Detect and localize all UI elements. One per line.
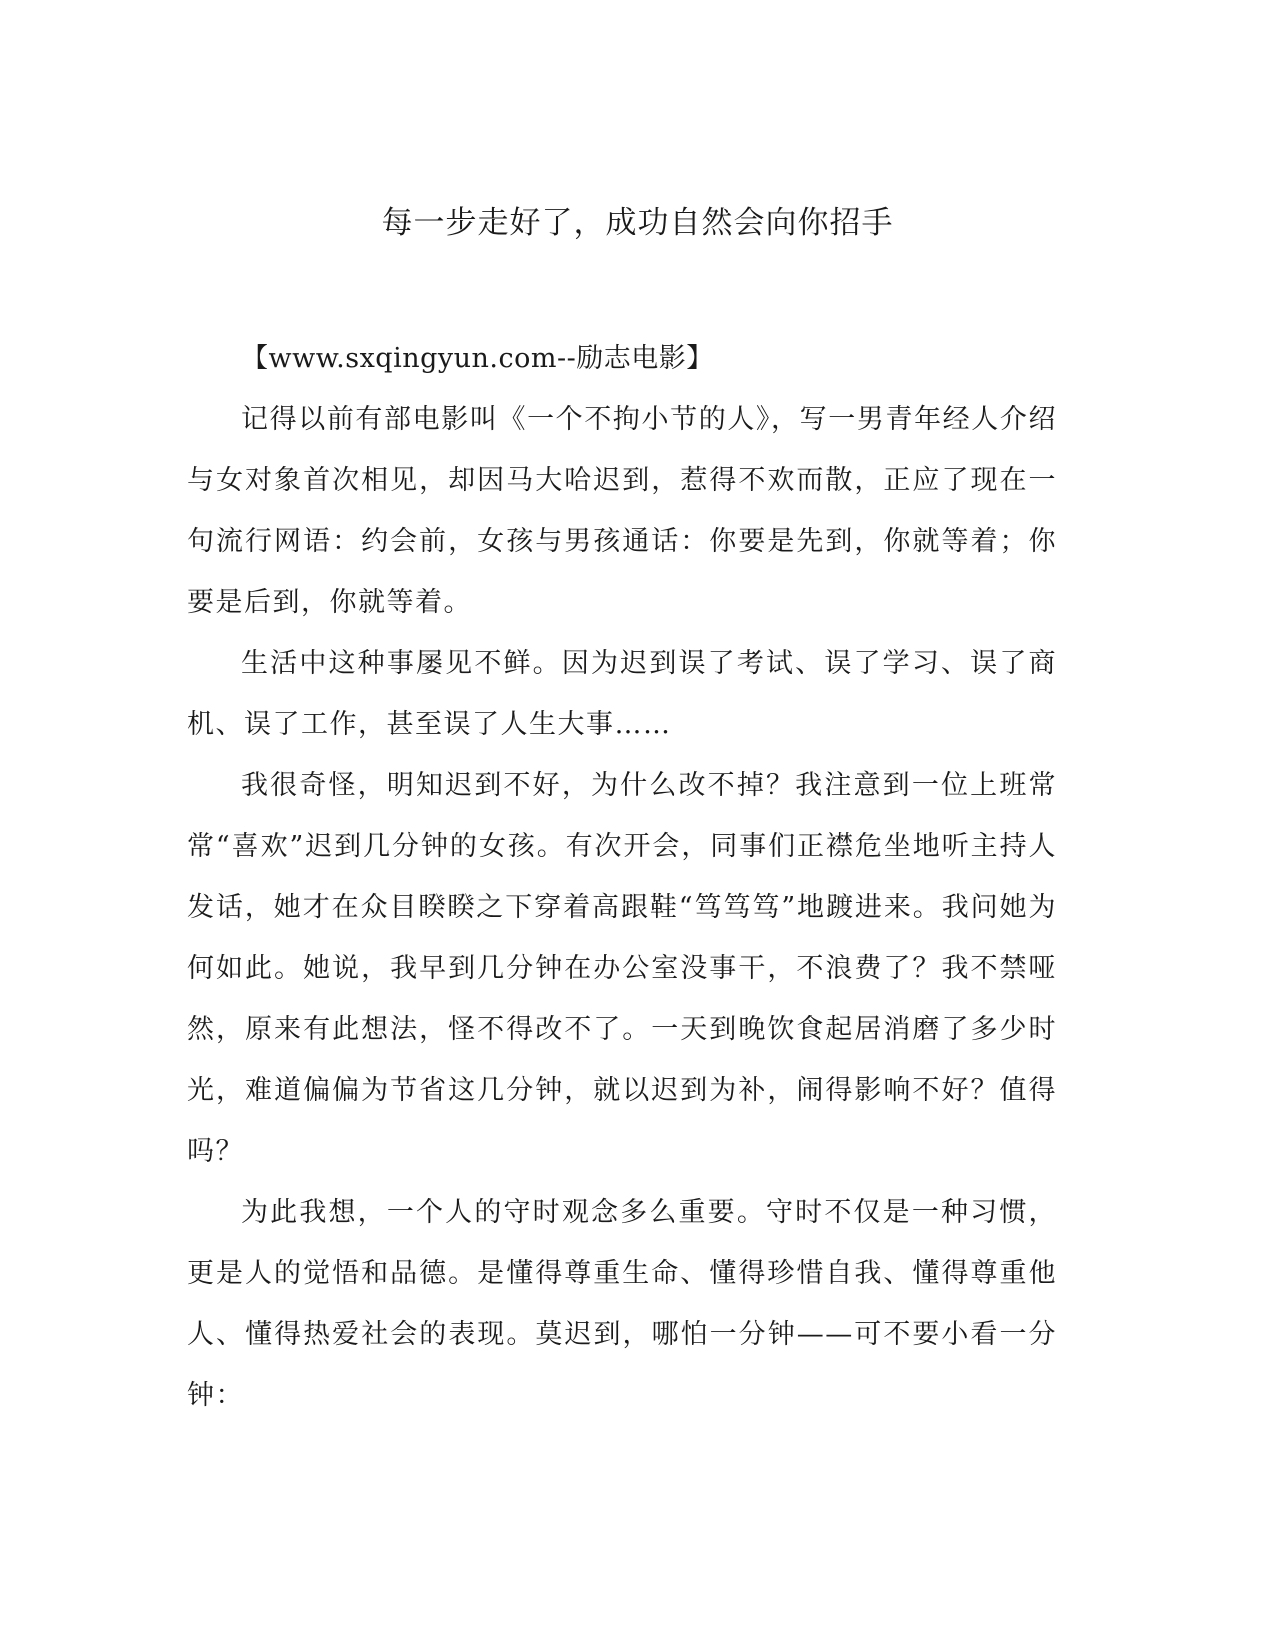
document-body xyxy=(187,328,1057,1426)
paragraph-3: 我很奇怪，明知迟到不好，为什么改不掉？我注意到一位上班常常“喜欢”迟到几分钟的女孩。有次开会，同事们正襟危坐地听主持人发话，她才在众目睽睽之下穿着高跟鞋“笃笃笃”地踱进来。我问她为何如此。她说，我早到几分钟在办公室没事干，不浪费了？我不禁哑然，原来有此想法，怪不得改不了。一天到晚饮食起居消磨了多少时光，难道偏偏为节省这几分钟，就以迟到为补，闹得影响不好？值得吗？ xyxy=(187,770,1057,1167)
paragraph-4: 为此我想，一个人的守时观念多么重要。守时不仅是一种习惯，更是人的觉悟和品德。是懂得尊重生命、懂得珍惜自我、懂得尊重他人、懂得热爱社会的表现。莫迟到，哪怕一分钟——可不要小看一分钟： xyxy=(187,1197,1057,1411)
source-line: 【www.sxqingyun.com--励志电影】 xyxy=(241,343,714,374)
document-title: 每一步走好了，成功自然会向你招手 xyxy=(381,205,894,241)
paragraph-1: 记得以前有部电影叫《一个不拘小节的人》，写一男青年经人介绍与女对象首次相见，却因马大哈迟到，惹得不欢而散，正应了现在一句流行网语：约会前，女孩与男孩通话：你要是先到，你就等着；你要是后到，你就等着。 xyxy=(187,404,1057,618)
paragraph-2: 生活中这种事屡见不鲜。因为迟到误了考试、误了学习、误了商机、误了工作，甚至误了人生大事…… xyxy=(187,648,1057,740)
